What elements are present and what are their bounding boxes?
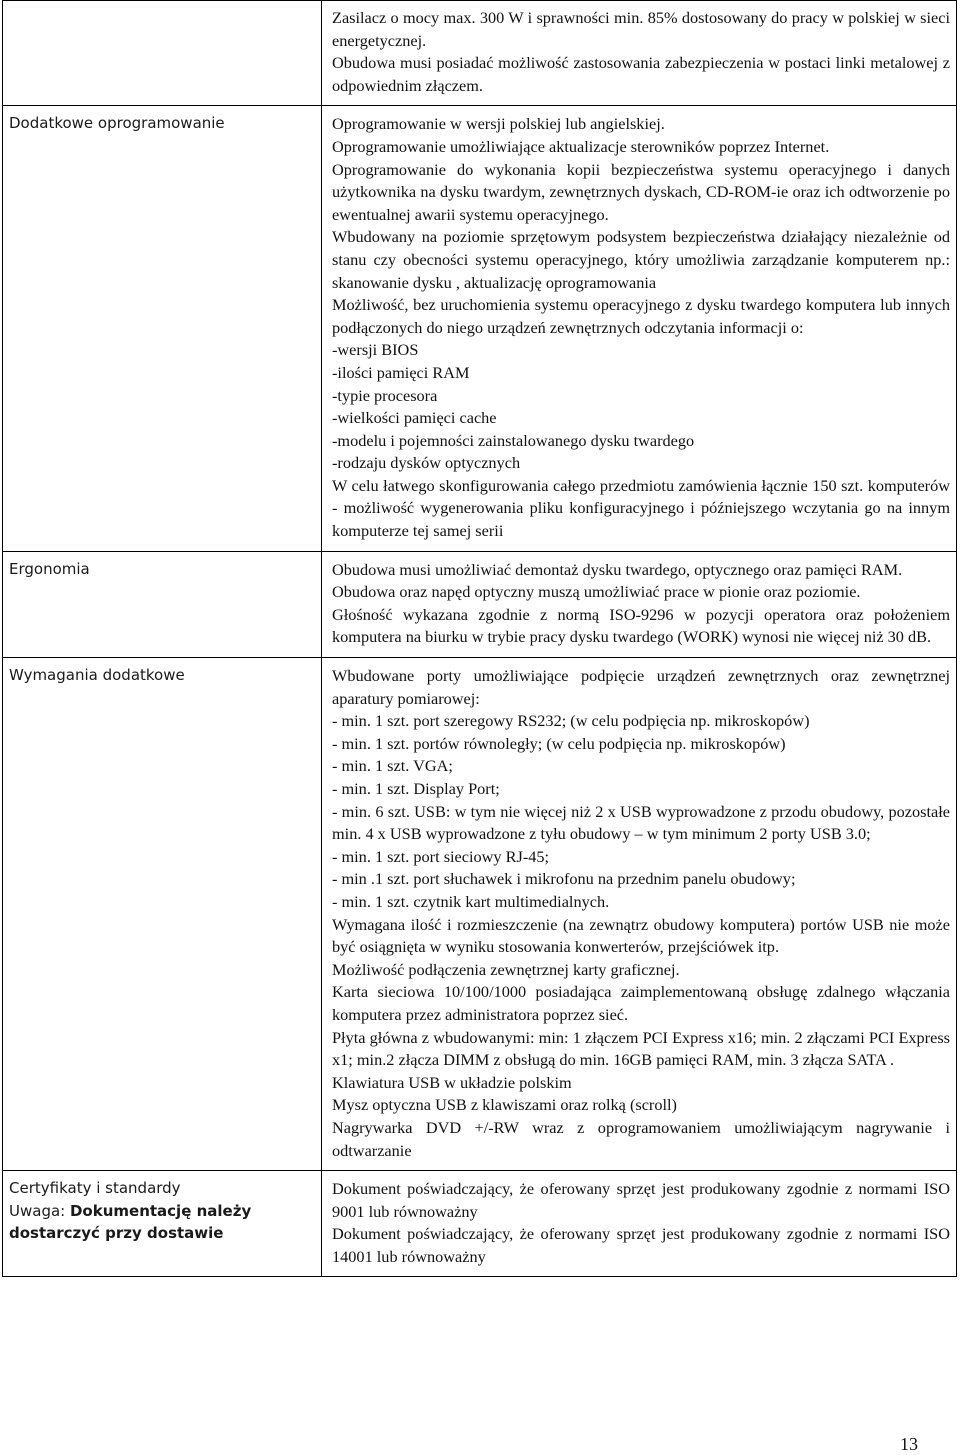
content-line: -rodzaju dysków optycznych [332, 453, 521, 473]
certificates-note-prefix: Uwaga: [9, 1201, 70, 1220]
content-line: -wielkości pamięci cache [332, 408, 497, 428]
content-line: Oprogramowanie do wykonania kopii bezpieczeństwa systemu operacyjnego i danych użytkownika na dysku twardym, zewnętrznych dyskach, CD-ROM-ie oraz ich odtworzenie po ewentualnej awarii systemu operacyjnego. [332, 159, 950, 224]
content-line: Wbudowany na poziomie sprzętowym podsystem bezpieczeństwa działający niezależnie od stanu czy obecności systemu operacyjnego, który umożliwia zarządzanie komputerem np.: skanowanie dysku , aktualizację oprogramowania [332, 227, 950, 292]
row-label-additional-requirements: Wymagania dodatkowe [3, 658, 322, 1171]
row-label-empty [3, 1, 322, 106]
content-line: - min. 1 szt. Display Port; [332, 779, 500, 798]
content-line: - min. 1 szt. czytnik kart multimedialnych. [332, 891, 610, 911]
content-line: Klawiatura USB w układzie polskim [332, 1072, 572, 1092]
content-line: Dokument poświadczający, że oferowany sprzęt jest produkowany zgodnie z normami ISO 9001 lub równoważny [332, 1179, 950, 1221]
row-content-ergonomics [322, 551, 957, 657]
page-number: 13 [900, 1434, 918, 1454]
content-line: -typie procesora [332, 385, 438, 405]
content-line: Głośność wykazana zgodnie z normą ISO-9296 w pozycji operatora oraz położeniem komputera na biurku w trybie pracy dysku twardego (WORK) wynosi nie więcej niż 30 dB. [332, 604, 950, 647]
content-line: Nagrywarka DVD +/-RW wraz z oprogramowaniem umożliwiającym nagrywanie i odtwarzanie [332, 1117, 950, 1160]
content-line: Obudowa oraz napęd optyczny muszą umożliwiać prace w pionie oraz poziomie. [332, 582, 861, 602]
content-line: Płyta główna z wbudowanymi: min: 1 złączem PCI Express x16; min. 2 złączami PCI Express x1; min.2 złącza DIMM z obsługą do min. 16GB pamięci RAM, min. 3 złącza SATA . [332, 1027, 950, 1070]
content-line: - min. 1 szt. portów równoległy; (w celu podpięcia np. mikroskopów) [332, 733, 786, 753]
content-line: Wymagana ilość i rozmieszczenie (na zewnątrz obudowy komputera) portów USB nie może być osiągnięta w wyniku stosowania konwerterów, przejściówek itp. [332, 914, 950, 957]
content-line: -wersji BIOS [332, 340, 419, 360]
content-line: Oprogramowanie umożliwiające aktualizacje sterowników poprzez Internet. [332, 136, 830, 156]
row-label-ergonomics: Ergonomia [3, 551, 322, 657]
content-line: -modelu i pojemności zainstalowanego dysku twardego [332, 430, 695, 450]
content-line: -ilości pamięci RAM [332, 362, 470, 382]
content-line: - min .1 szt. port słuchawek i mikrofonu na przednim panelu obudowy; [332, 869, 796, 889]
row-content-additional-software [322, 106, 957, 551]
content-line: - min. 1 szt. port szeregowy RS232; (w celu podpięcia np. mikroskopów) [332, 711, 810, 731]
table-row [3, 106, 957, 551]
row-content-certificates [322, 1171, 957, 1277]
content-line: Obudowa musi posiadać możliwość zastosowania zabezpieczenia w postaci linki metalowej z odpowiednim złączem. [332, 53, 950, 95]
certificates-label: Certyfikaty i standardy [9, 1179, 181, 1198]
content-line: Dokument poświadczający, że oferowany sprzęt jest produkowany zgodnie z normami ISO 14001 lub równoważny [332, 1224, 950, 1266]
content-line: Mysz optyczna USB z klawiszami oraz rolką (scroll) [332, 1095, 677, 1115]
content-line: - min. 6 szt. USB: w tym nie więcej niż 2 x USB wyprowadzone z przodu obudowy, pozostałe min. 4 x USB wyprowadzone z tyłu obudowy – w tym minimum 2 porty USB 3.0; [332, 801, 950, 844]
content-line: Możliwość, bez uruchomienia systemu operacyjnego z dysku twardego komputera lub innych podłączonych do niego urządzeń zewnętrznych odczytania informacji o: [332, 295, 950, 337]
table-row [3, 1171, 957, 1277]
specification-table [2, 0, 957, 1277]
content-line: - min. 1 szt. VGA; [332, 756, 453, 776]
row-label-certificates [3, 1171, 322, 1277]
table-row [3, 1, 957, 106]
table-row [3, 551, 957, 657]
content-line: Zasilacz o mocy max. 300 W i sprawności min. 85% dostosowany do pracy w polskiej w sieci energetycznej. [332, 8, 950, 50]
certificates-note-bold: Dokumentację należy dostarczyć przy dostawie [9, 1201, 252, 1243]
content-line: W celu łatwego skonfigurowania całego przedmiotu zamówienia łącznie 150 szt. komputerów - możliwość wygenerowania pliku konfiguracyjnego i późniejszego wczytania go na innym komputerze tej samej serii [332, 475, 950, 541]
content-line: - min. 1 szt. port sieciowy RJ-45; [332, 846, 550, 866]
table-row [3, 658, 957, 1171]
content-line: Wbudowane porty umożliwiające podpięcie urządzeń zewnętrznych oraz zewnętrznej aparatury pomiarowej: [332, 666, 950, 708]
row-content-power-supply [322, 1, 957, 106]
row-content-additional-requirements [322, 658, 957, 1171]
content-line: Obudowa musi umożliwiać demontaż dysku twardego, optycznego oraz pamięci RAM. [332, 559, 903, 579]
content-line: Karta sieciowa 10/100/1000 posiadająca zaimplementowaną obsługę zdalnego włączania komputera przez administratora poprzez sieć. [332, 982, 950, 1024]
row-label-additional-software: Dodatkowe oprogramowanie [3, 106, 322, 551]
content-line: Możliwość podłączenia zewnętrznej karty graficznej. [332, 959, 680, 979]
content-line: Oprogramowanie w wersji polskiej lub angielskiej. [332, 114, 665, 134]
